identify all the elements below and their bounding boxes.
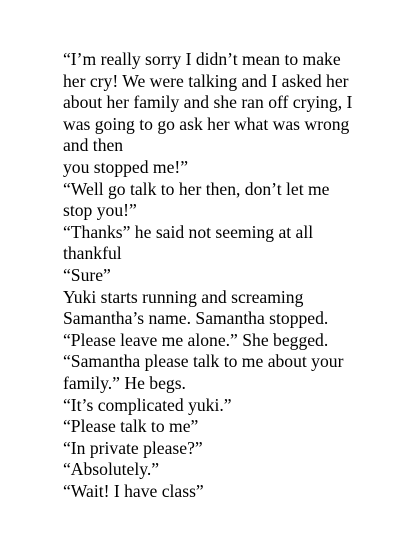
text-line: about her family and she ran off crying, I (63, 92, 353, 113)
text-line: “Well go talk to her then, don’t let me (63, 178, 330, 199)
text-line: “Please talk to me” (63, 416, 199, 437)
text-line: “In private please?” (63, 437, 203, 458)
text-line: thankful (63, 243, 122, 264)
text-line: and then (63, 135, 124, 156)
text-line: “Sure” (63, 264, 111, 285)
text-line: you stopped me!” (63, 156, 189, 177)
text-line: Samantha’s name. Samantha stopped. (63, 308, 329, 329)
text-line: “I’m really sorry I didn’t mean to make (63, 49, 341, 69)
text-line: Yuki starts running and screaming (63, 286, 304, 307)
text-line: “Wait! I have class” (63, 480, 204, 501)
text-line: “Please leave me alone.” She begged. (63, 329, 329, 350)
text-line: “Thanks” he said not seeming at all (63, 221, 314, 242)
text-line: was going to go ask her what was wrong (63, 113, 350, 134)
text-line: “Samantha please talk to me about your (63, 351, 344, 372)
text-line: stop you!” (63, 200, 137, 221)
text-line: “It’s complicated yuki.” (63, 394, 232, 415)
text-line: family.” He begs. (63, 372, 186, 393)
text-line: “Absolutely.” (63, 459, 160, 480)
text-line: her cry! We were talking and I asked her (63, 70, 349, 91)
story-text (63, 49, 363, 502)
